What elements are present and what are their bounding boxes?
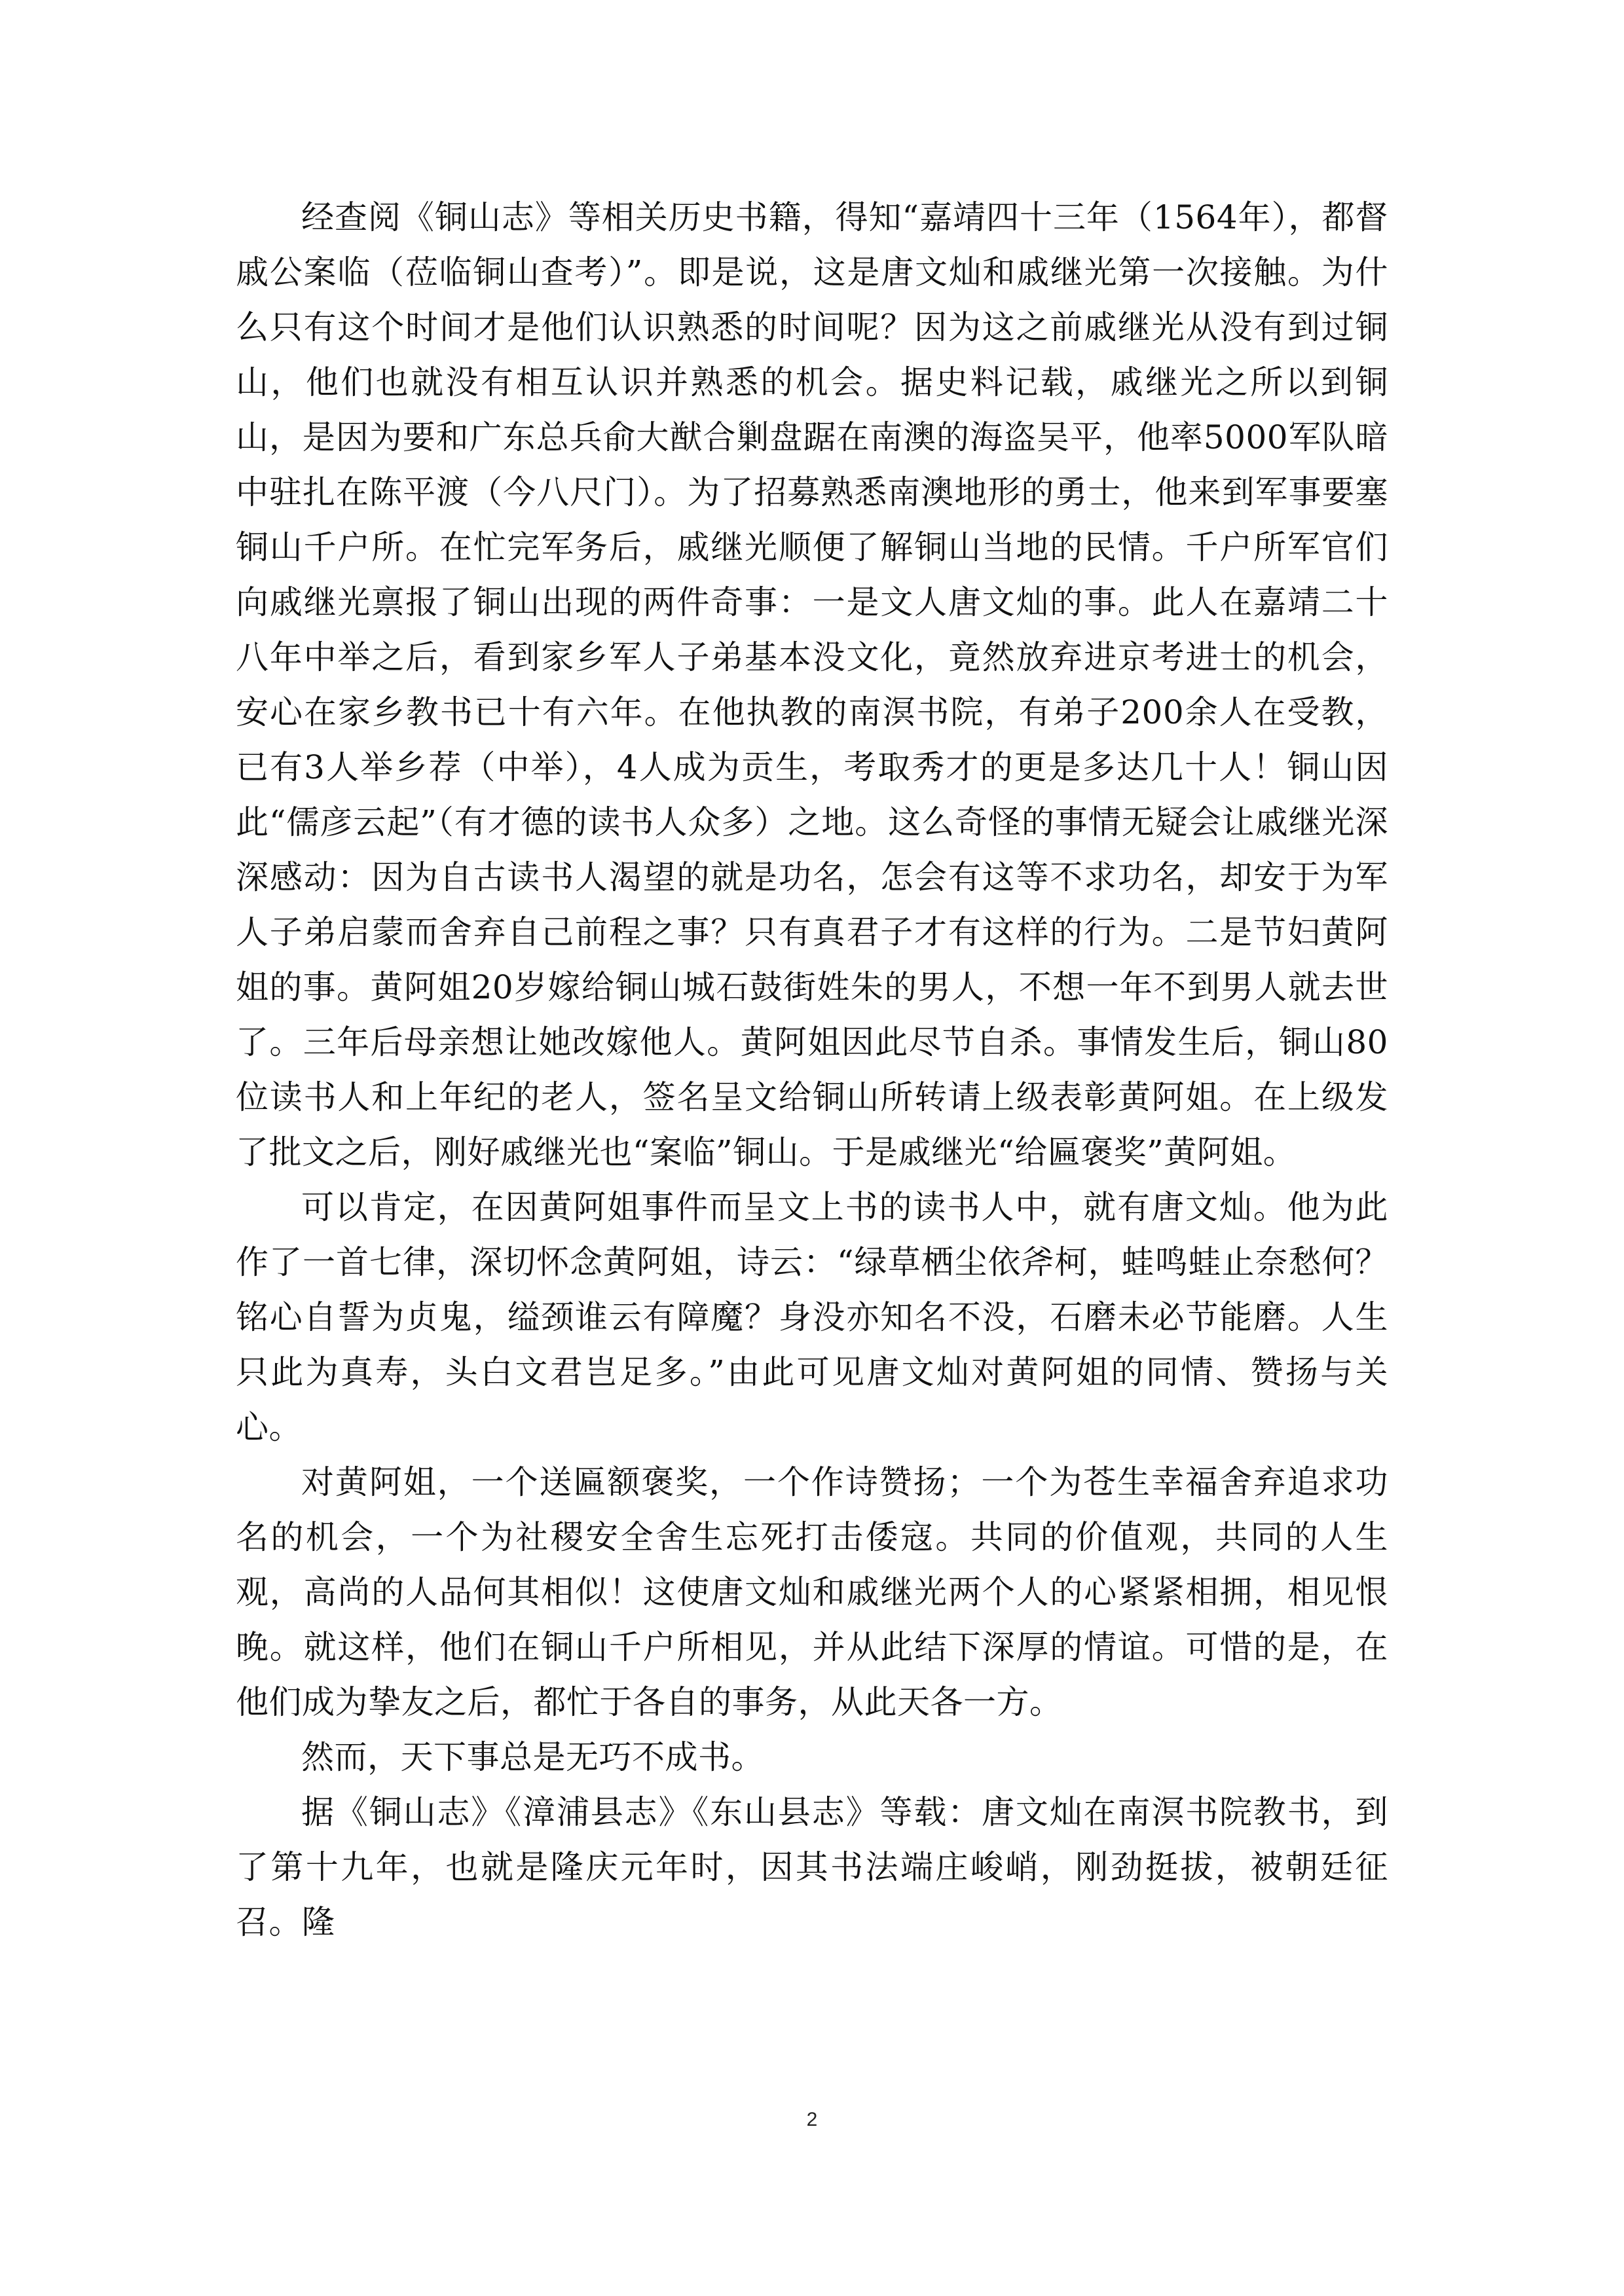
paragraph-1: 经查阅《铜山志》等相关历史书籍，得知“嘉靖四十三年（1564年），都督戚公案临（莅临铜山查考）”。即是说，这是唐文灿和戚继光第一次接触。为什么只有这个时间才是他们认识熟悉的时间呢？因为这之前戚继光从没有到过铜山，他们也就没有相互认识并熟悉的机会。据史料记载，戚继光之所以到铜山，是因为要和广东总兵俞大猷合剿盘踞在南澳的海盗吴平，他率5000军队暗中驻扎在陈平渡（今八尺门）。为了招募熟悉南澳地形的勇士，他来到军事要塞铜山千户所。在忙完军务后，戚继光顺便了解铜山当地的民情。千户所军官们向戚继光禀报了铜山出现的两件奇事：一是文人唐文灿的事。此人在嘉靖二十八年中举之后，看到家乡军人子弟基本没文化，竟然放弃进京考进士的机会，安心在家乡教书已十有六年。在他执教的南溟书院，有弟子200余人在受教，已有3人举乡荐（中举），4人成为贡生，考取秀才的更是多达几十人！铜山因此“儒彦云起”（有才德的读书人众多）之地。这么奇怪的事情无疑会让戚继光深深感动：因为自古读书人渴望的就是功名，怎会有这等不求功名，却安于为军人子弟启蒙而舍弃自己前程之事？只有真君子才有这样的行为。二是节妇黄阿姐的事。黄阿姐20岁嫁给铜山城石鼓街姓朱的男人，不想一年不到男人就去世了。三年后母亲想让她改嫁他人。黄阿姐因此尽节自杀。事情发生后，铜山80位读书人和上年纪的老人，签名呈文给铜山所转请上级表彰黄阿姐。在上级发了批文之后，刚好戚继光也“案临”铜山。于是戚继光“给匾褒奖”黄阿姐。 (236, 198, 1388, 1171)
body-text (236, 190, 1388, 1950)
paragraph-2: 可以肯定，在因黄阿姐事件而呈文上书的读书人中，就有唐文灿。他为此作了一首七律，深切怀念黄阿姐，诗云：“绿草栖尘依斧柯，蛙鸣蛙止奈愁何？铭心自誓为贞鬼，缢颈谁云有障魔？身没亦知名不没，石磨未必节能磨。人生只此为真寿，头白文君岂足多。”由此可见唐文灿对黄阿姐的同情、赞扬与关心。 (236, 1188, 1388, 1446)
paragraph-5: 据《铜山志》《漳浦县志》《东山县志》等载：唐文灿在南溟书院教书，到了第十九年，也就是隆庆元年时，因其书法端庄峻峭，刚劲挺拔，被朝廷征召。隆 (236, 1793, 1388, 1941)
paragraph-4: 然而，天下事总是无巧不成书。 (301, 1738, 764, 1776)
paragraph-3: 对黄阿姐，一个送匾额褒奖，一个作诗赞扬；一个为苍生幸福舍弃追求功名的机会，一个为社稷安全舍生忘死打击倭寇。共同的价值观，共同的人生观，高尚的人品何其相似！这使唐文灿和戚继光两个人的心紧紧相拥，相见恨晚。就这样，他们在铜山千户所相见，并从此结下深厚的情谊。可惜的是，在他们成为挚友之后，都忙于各自的事务，从此天各一方。 (236, 1463, 1388, 1721)
page-number: 2 (806, 2109, 818, 2130)
